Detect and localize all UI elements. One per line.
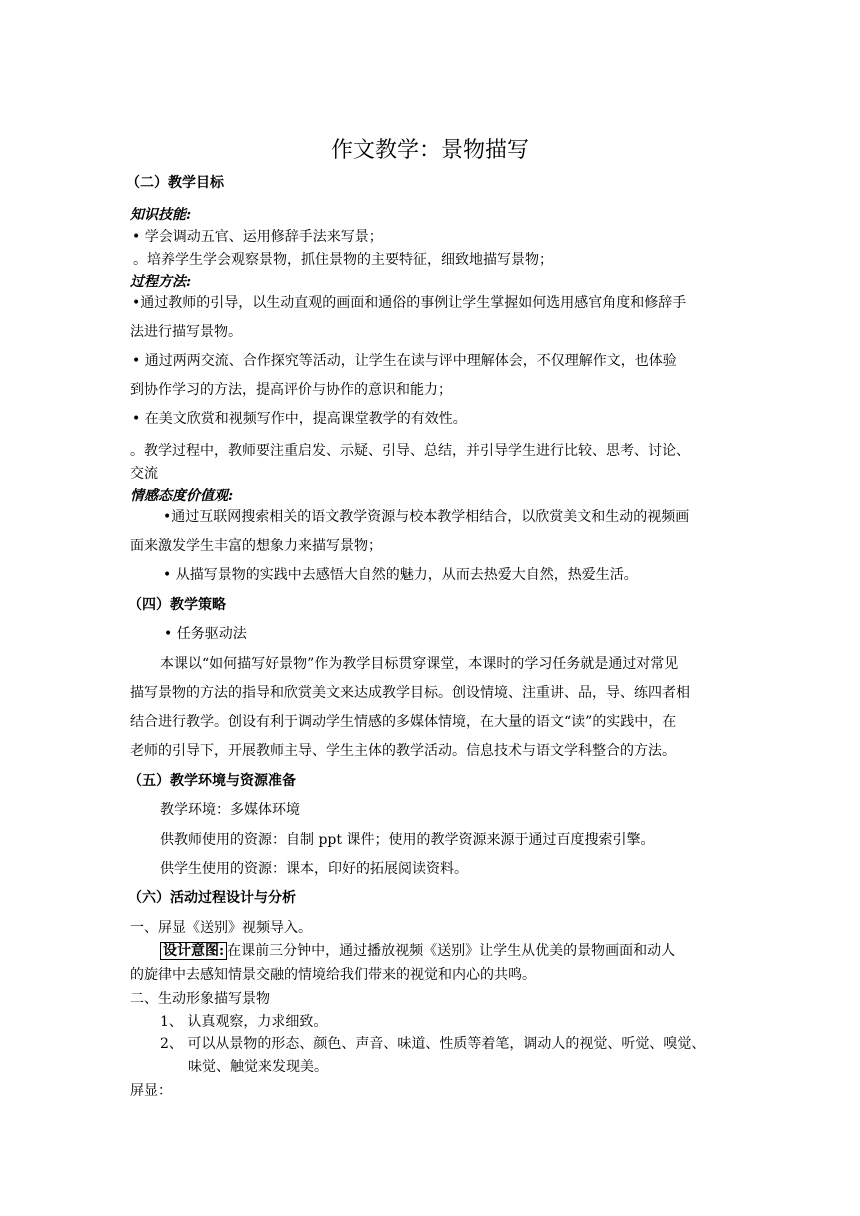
design-intent-label: 设计意图:	[160, 942, 227, 960]
strategy-item: • 任务驱动法	[164, 626, 247, 642]
emotion-item-2: • 从描写景物的实践中去感悟大自然的魅力，从而去热爱大自然，热爱生活。	[163, 567, 638, 583]
subheading-emotion: 情感态度价值观:	[130, 488, 234, 504]
design-intent-line-1	[160, 942, 675, 960]
activity-step-2-item-2-line-1: 2、 可以从景物的形态、颜色、声音、味道、性质等着笔，调动人的视觉、听觉、嗅觉、	[160, 1036, 706, 1052]
strategy-paragraph-line-1: 本课以“如何描写好景物”作为教学目标贯穿课堂，本课时的学习任务就是通过对常见	[160, 656, 679, 672]
activity-step-2: 二、生动形象描写景物	[130, 991, 270, 1007]
emotion-item-1-line-2: 面来激发学生丰富的想象力来描写景物；	[130, 538, 382, 554]
activity-step-2-item-1: 1、 认真观察，力求细致。	[160, 1014, 328, 1030]
activity-step-1: 一、屏显《送别》视频导入。	[130, 920, 312, 936]
process-item-2-line-1: • 通过两两交流、合作探究等活动，让学生在读与评中理解体会，不仅理解作文，也体验	[132, 353, 677, 369]
process-item-4-line-2: 交流	[130, 466, 158, 482]
subheading-process: 过程方法:	[130, 274, 192, 290]
strategy-paragraph-line-3: 结合进行教学。创设有利于调动学生情感的多媒体情境，在大量的语文“读”的实践中，在	[130, 714, 677, 730]
emotion-item-1-line-1: •通过互联网搜索相关的语文教学资源与校本教学相结合，以欣赏美文和生动的视频画	[163, 509, 690, 525]
activity-step-2-item-2-line-2: 味觉、触觉来发现美。	[188, 1059, 328, 1075]
knowledge-item-2: 。培养学生学会观察景物，抓住景物的主要特征，细致地描写景物；	[133, 252, 553, 268]
process-item-2-line-2: 到协作学习的方法，提高评价与协作的意识和能力；	[130, 382, 452, 398]
knowledge-item-1: • 学会调动五官、运用修辞手法来写景；	[132, 229, 383, 245]
design-intent-text: 在课前三分钟中，通过播放视频《送别》让学生从优美的景物画面和动人	[227, 943, 676, 959]
screen-display-label: 屏显：	[130, 1083, 172, 1099]
design-intent-line-2: 的旋律中去感知情景交融的情境给我们带来的视觉和内心的共鸣。	[130, 967, 536, 983]
section-heading-strategy: （四）教学策略	[128, 597, 226, 613]
strategy-paragraph-line-2: 描写景物的方法的指导和欣赏美文来达成教学目标。创设情境、注重讲、品，导、练四者相	[130, 685, 690, 701]
environment-line-3: 供学生使用的资源：课本，印好的拓展阅读资料。	[160, 861, 468, 877]
process-item-1-line-1: •通过教师的引导，以生动直观的画面和通俗的事例让学生掌握如何选用感官角度和修辞手	[132, 295, 687, 311]
environment-line-2: 供教师使用的资源：自制 ppt 课件；使用的教学资源来源于通过百度搜索引擎。	[160, 832, 655, 848]
section-heading-environment: （五）教学环境与资源准备	[128, 773, 296, 789]
page-title: 作文教学：景物描写	[330, 138, 529, 163]
strategy-paragraph-line-4: 老师的引导下，开展教师主导、学生主体的教学活动。信息技术与语文学科整合的方法。	[130, 743, 676, 759]
process-item-3: • 在美文欣赏和视频写作中，提高课堂教学的有效性。	[132, 411, 467, 427]
section-heading-objectives: （二）教学目标	[126, 175, 224, 191]
process-item-1-line-2: 法进行描写景物。	[130, 324, 242, 340]
subheading-knowledge: 知识技能:	[130, 207, 192, 223]
section-heading-activity: （六）活动过程设计与分析	[128, 890, 296, 906]
environment-line-1: 教学环境：多媒体环境	[160, 802, 300, 818]
process-item-4-line-1: 。教学过程中，教师要注重启发、示疑、引导、总结，并引导学生进行比较、思考、讨论、	[130, 443, 690, 459]
